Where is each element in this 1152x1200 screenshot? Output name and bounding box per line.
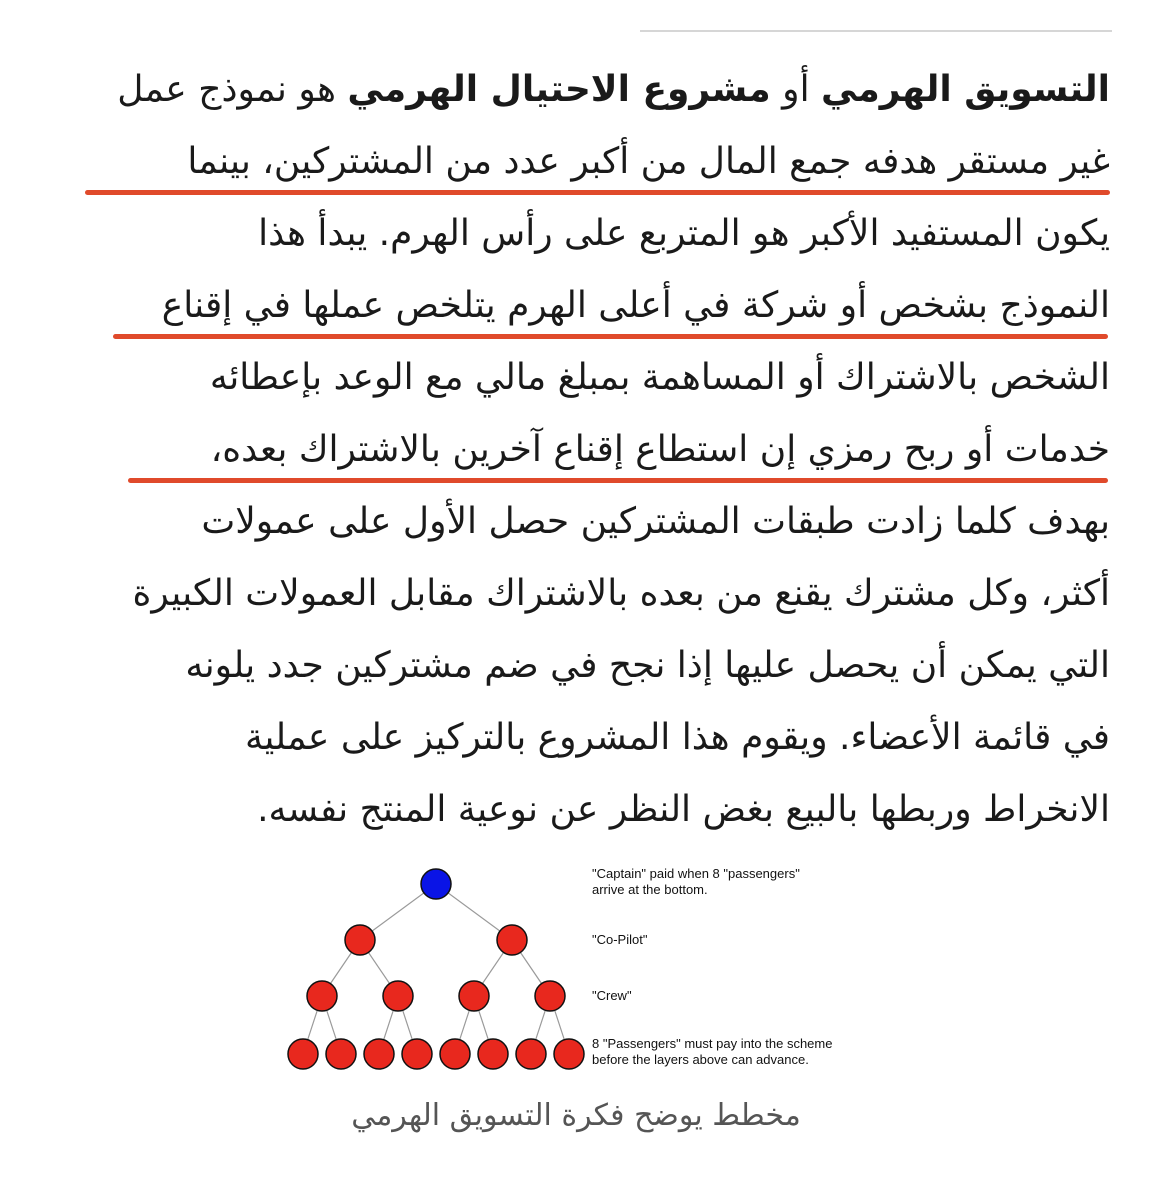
passenger-node bbox=[288, 1039, 318, 1069]
figure-caption: مخطط يوضح فكرة التسويق الهرمي bbox=[351, 1098, 801, 1133]
copilot-node bbox=[497, 925, 527, 955]
article-line-1 bbox=[78, 54, 1110, 126]
passengers-note-line2: before the layers above can advance. bbox=[592, 1052, 809, 1067]
article-line-5-text: الشخص بالاشتراك أو المساهمة بمبلغ مالي مع الوعد بإعطائه bbox=[209, 357, 1110, 398]
top-divider bbox=[640, 30, 1112, 32]
article-line-4 bbox=[78, 270, 1110, 342]
captain-node bbox=[421, 869, 451, 899]
article-line-9-text: التي يمكن أن يحصل عليها إذا نجح في ضم مشتركين جدد يلونه bbox=[185, 645, 1110, 686]
pyramid-tree bbox=[278, 850, 878, 1090]
crew-node bbox=[535, 981, 565, 1011]
passenger-node bbox=[364, 1039, 394, 1069]
red-underline bbox=[113, 334, 1108, 339]
line1-rest: هو نموذج عمل bbox=[117, 69, 348, 110]
article-line-7 bbox=[78, 486, 1110, 558]
article-line-10 bbox=[78, 702, 1110, 774]
copilot-note: "Co-Pilot" bbox=[592, 932, 648, 947]
passenger-node bbox=[440, 1039, 470, 1069]
article-line-2-text: غير مستقر هدفه جمع المال من أكبر عدد من المشتركين، بينما bbox=[187, 141, 1110, 182]
article-line-7-text: بهدف كلما زادت طبقات المشتركين حصل الأول على عمولات bbox=[201, 501, 1110, 542]
article-line-2 bbox=[78, 126, 1110, 198]
crew-node bbox=[307, 981, 337, 1011]
article-line-11 bbox=[78, 774, 1110, 846]
copilot-node bbox=[345, 925, 375, 955]
passenger-node bbox=[516, 1039, 546, 1069]
passenger-node bbox=[326, 1039, 356, 1069]
passengers-note-line1: 8 "Passengers" must pay into the scheme bbox=[592, 1036, 833, 1051]
crew-note: "Crew" bbox=[592, 988, 632, 1003]
passenger-node bbox=[554, 1039, 584, 1069]
article-line-3 bbox=[78, 198, 1110, 270]
captain-note-line1: "Captain" paid when 8 "passengers" bbox=[592, 866, 800, 881]
crew-node bbox=[383, 981, 413, 1011]
article-line-10-text: في قائمة الأعضاء. ويقوم هذا المشروع بالتركيز على عملية bbox=[245, 717, 1110, 758]
red-underline bbox=[128, 478, 1108, 483]
passenger-node bbox=[402, 1039, 432, 1069]
article-line-8 bbox=[78, 558, 1110, 630]
article-body bbox=[78, 54, 1110, 846]
crew-node bbox=[459, 981, 489, 1011]
article-line-6 bbox=[78, 414, 1110, 486]
article-line-3-text: يكون المستفيد الأكبر هو المتربع على رأس الهرم. يبدأ هذا bbox=[258, 213, 1110, 254]
article-line-6-text: خدمات أو ربح رمزي إن استطاع إقناع آخرين بالاشتراك بعده، bbox=[210, 429, 1110, 470]
article-line-9 bbox=[78, 630, 1110, 702]
term-pyramid-marketing: التسويق الهرمي bbox=[821, 69, 1110, 110]
captain-note-line2: arrive at the bottom. bbox=[592, 882, 708, 897]
article-line-5 bbox=[78, 342, 1110, 414]
article-line-4-text: النموذج بشخص أو شركة في أعلى الهرم يتلخص عملها في إقناع bbox=[161, 285, 1110, 326]
article-line-8-text: أكثر، وكل مشترك يقنع من بعده بالاشتراك مقابل العمولات الكبيرة bbox=[132, 573, 1110, 614]
conjunction-or: أو bbox=[770, 69, 822, 110]
red-underline bbox=[85, 190, 1110, 195]
passenger-node bbox=[478, 1039, 508, 1069]
article-line-11-text: الانخراط وربطها بالبيع بغض النظر عن نوعية المنتج نفسه. bbox=[257, 789, 1110, 830]
pyramid-scheme-diagram bbox=[278, 850, 878, 1090]
term-pyramid-scheme: مشروع الاحتيال الهرمي bbox=[347, 69, 771, 110]
